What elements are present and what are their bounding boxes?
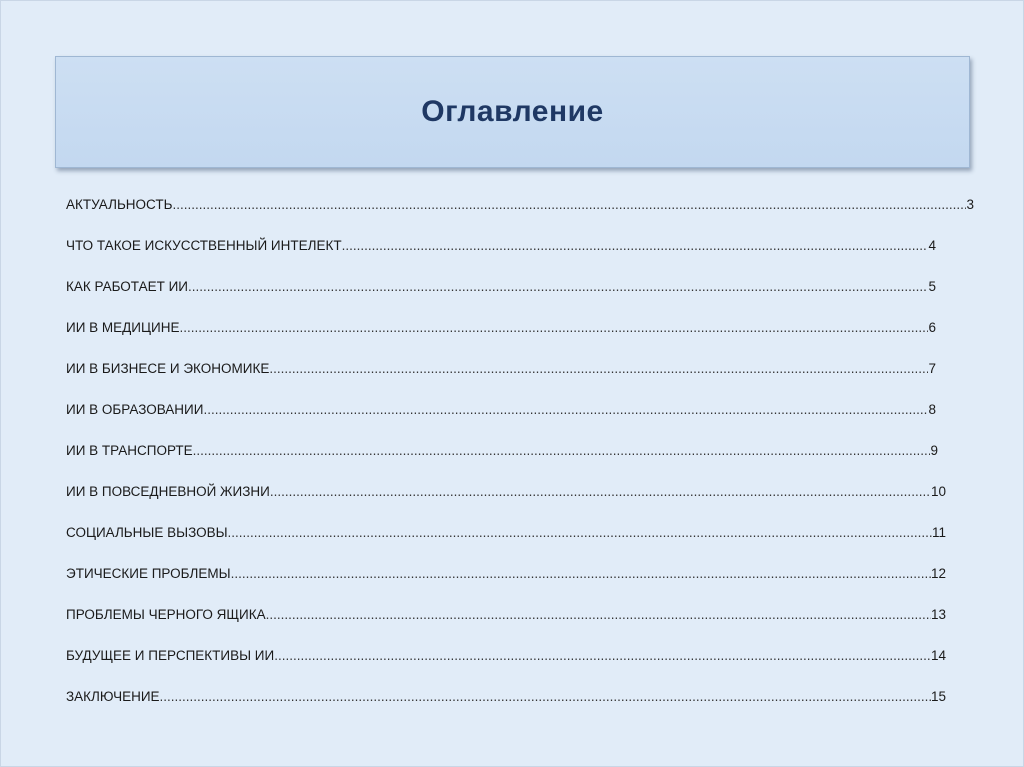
toc-entry-page-number: 10 [930,484,946,499]
toc-entry [66,605,976,646]
toc-entry-page-number: 7 [928,361,936,376]
toc-entry-label: КАК РАБОТАЕТ ИИ [66,279,189,294]
toc-entry-page-number: 12 [930,566,946,581]
toc-entry-page-number: 8 [928,402,936,417]
toc-entry-page-number: 14 [930,648,946,663]
toc-entry [66,277,976,318]
toc-entry-label: ИИ В ПОВСЕДНЕВНОЙ ЖИЗНИ [66,484,270,499]
toc-entry [66,236,976,277]
toc-entry-page-number: 13 [930,607,946,622]
page-title: Оглавление [421,95,604,128]
toc-entry-page-number: 4 [928,238,936,253]
toc-entry [66,195,976,236]
toc-entry [66,687,976,728]
toc-entry-label: ПРОБЛЕМЫ ЧЕРНОГО ЯЩИКА [66,607,266,622]
toc-entry-page-number: 3 [966,197,974,212]
toc-entry-label: ЗАКЛЮЧЕНИЕ [66,689,160,704]
toc-dot-leader [228,523,932,543]
table-of-contents [66,195,976,728]
toc-dot-leader [269,359,928,379]
toc-entry [66,523,976,564]
toc-entry [66,400,976,441]
toc-dot-leader [231,564,931,584]
toc-entry-label: ИИ В МЕДИЦИНЕ [66,320,180,335]
toc-entry-page-number: 5 [928,279,936,294]
title-banner [55,56,970,168]
toc-dot-leader [160,687,931,707]
toc-dot-leader [270,482,931,502]
toc-entry [66,646,976,687]
toc-entry-label: ИИ В ОБРАЗОВАНИИ [66,402,204,417]
toc-dot-leader [203,400,928,420]
toc-entry [66,359,976,400]
toc-dot-leader [193,441,931,461]
toc-dot-leader [179,318,928,338]
toc-dot-leader [266,605,931,625]
toc-entry-page-number: 6 [928,320,936,335]
toc-entry-label: ЭТИЧЕСКИЕ ПРОБЛЕМЫ [66,566,231,581]
toc-dot-leader [172,195,966,215]
toc-entry [66,441,976,482]
toc-entry-label: ЧТО ТАКОЕ ИСКУССТВЕННЫЙ ИНТЕЛЕКТ [66,238,342,253]
toc-entry-label: АКТУАЛЬНОСТЬ [66,197,173,212]
toc-entry-label: СОЦИАЛЬНЫЕ ВЫЗОВЫ [66,525,228,540]
toc-entry-page-number: 11 [931,525,946,540]
toc-entry-label: БУДУЩЕЕ И ПЕРСПЕКТИВЫ ИИ [66,648,275,663]
toc-entry [66,482,976,523]
toc-entry-label: ИИ В БИЗНЕСЕ И ЭКОНОМИКЕ [66,361,270,376]
toc-entry [66,564,976,605]
toc-dot-leader [274,646,931,666]
toc-entry-page-number: 9 [930,443,938,458]
toc-entry-page-number: 15 [930,689,946,704]
toc-entry [66,318,976,359]
toc-dot-leader [188,277,928,297]
toc-dot-leader [342,236,929,256]
toc-entry-label: ИИ В ТРАНСПОРТЕ [66,443,193,458]
